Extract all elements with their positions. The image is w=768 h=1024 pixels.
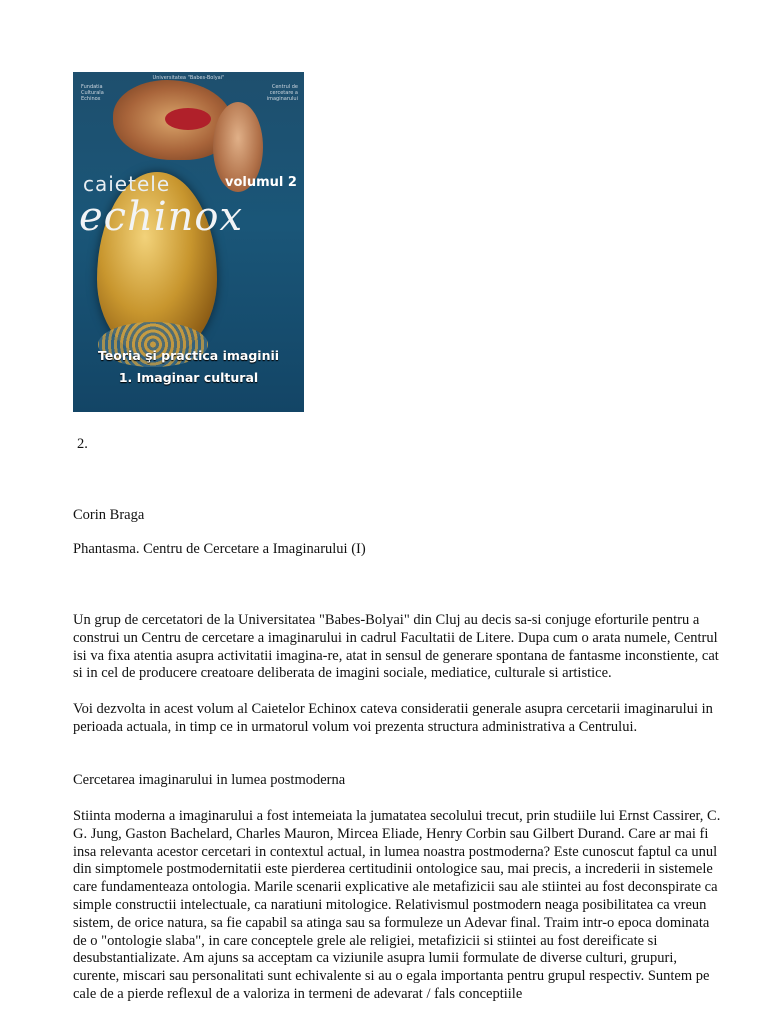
cover-series: caietele <box>83 172 171 196</box>
paragraph-intro: Un grup de cercetatori de la Universitatea "Babes-Bolyai" din Cluj au decis sa-si conjuge eforturile pentru a construi un Centru de cercetare a imaginarului in cadrul Facultatii de Litere. Dupa cum o arata numele, Centrul isi va fixa atentia asupra activitatii imagina-re, atat in sensul de generare spontana de fantasme inconstiente, cat si in cel de producere creatoare deliberata de imagini sociale, mediatice, culturale si artistice. <box>73 612 719 682</box>
section-heading: Cercetarea imaginarului in lumea postmoderna <box>73 772 346 788</box>
cover-volume: volumul 2 <box>225 175 297 190</box>
cover-right-column: Centrul de cercetare a imaginarului <box>266 84 298 102</box>
figure-number: 2. <box>77 436 88 452</box>
cover-subtitle-2: 1. Imaginar cultural <box>118 370 259 385</box>
paragraph-plan: Voi dezvolta in acest volum al Caietelor Echinox cateva consideratii generale asupra cercetarii imaginarului in perioada actuala, in timp ce in urmatorul volum voi prezenta structura administrativa a Centrului. <box>73 701 713 735</box>
cover-subtitle-1: Teoria şi practica imaginii <box>97 348 280 363</box>
cover-title: echinox <box>79 194 244 240</box>
author-name: Corin Braga <box>73 507 145 523</box>
cover-red-garment <box>165 108 211 130</box>
article-title: Phantasma. Centru de Cercetare a Imaginarului (I) <box>73 541 366 557</box>
paragraph-body: Stiinta moderna a imaginarului a fost intemeiata la jumatatea secolului trecut, prin studiile lui Ernst Cassirer, C. G. Jung, Gaston Bachelard, Charles Mauron, Mircea Eliade, Henry Corbin sau Gilbert Durand. Care ar mai fi insa relevanta acestor cercetari in contextul actual, in lumea noastra postmoderna? Este cunoscut faptul ca unul din simptomele postmodernitatii este pierderea certitudinii ontologice sau, mai precis, a increderii in sistemele care fundamenteaza ontologia. Marile scenarii explicative ale metafizicii sau ale stiintei au fost deconspirate ca simple constructii intelectuale, ca naratiuni mitologice. Relativismul postmodern neaga posibilitatea ca vreun sistem, de orice natura, sa fie capabil sa atinga sau sa formuleze un Adevar final. Traim intr-o epoca dominata de o "ontologie slaba", in care conceptele grele ale religiei, metafizicii si stiintei au fost dereificate si desubstantializate. Am ajuns sa acceptam ca viziunile asupra lumii formulate de diverse culturi, grupuri, curente, miscari sau personalitati sunt echivalente si au o egala importanta pentru grupul respectiv. Suntem pe cale de a pierde reflexul de a valoriza in termeni de adevarat / fals conceptiile <box>73 808 721 1002</box>
cover-left-column: Fundatia Culturala Echinox <box>81 84 104 102</box>
book-cover-image <box>73 72 304 412</box>
cover-publisher: Universitatea "Babes-Bolyai" <box>152 75 225 81</box>
